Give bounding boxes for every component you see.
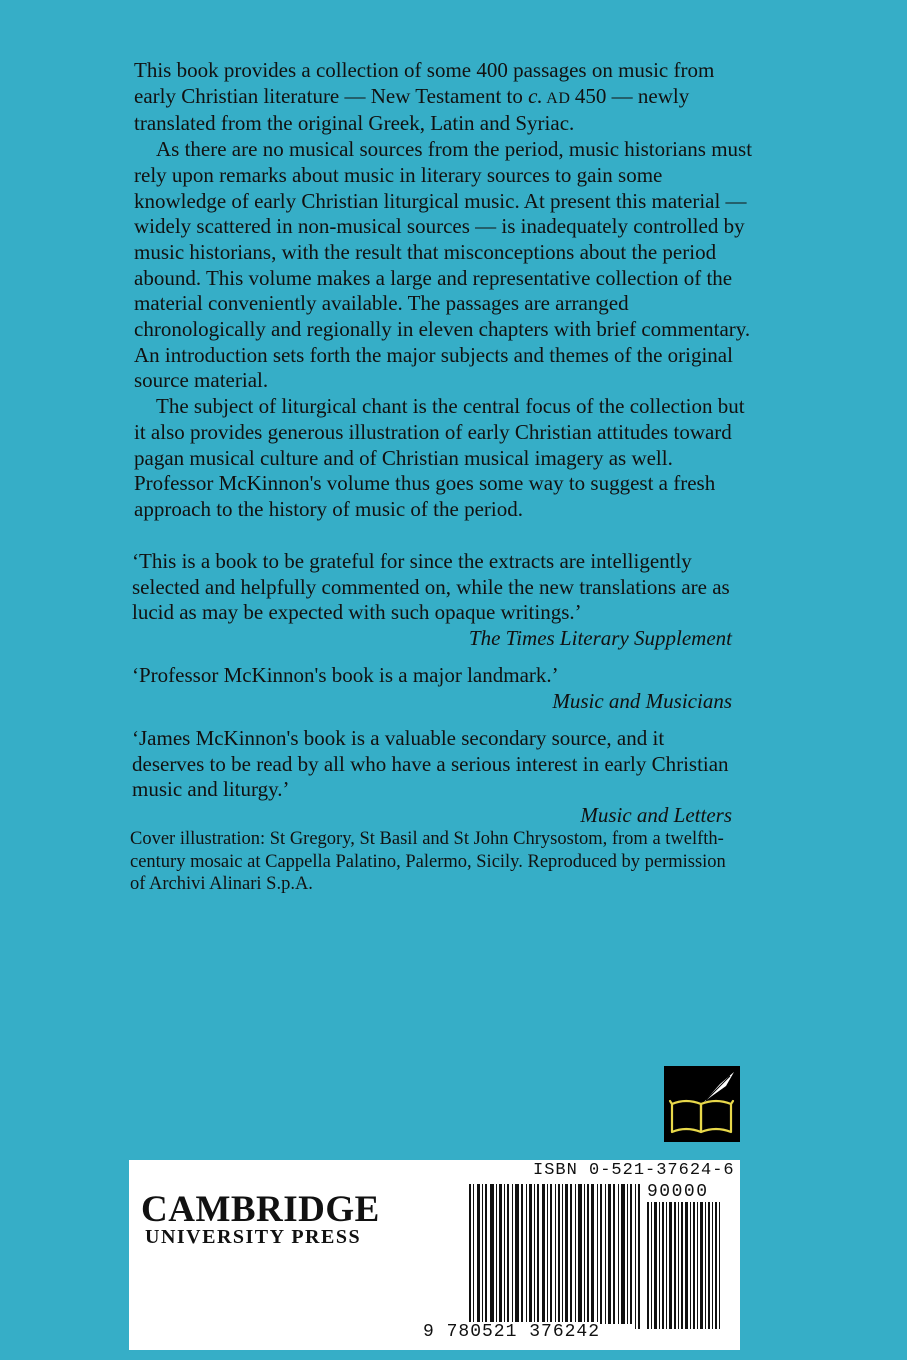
barcode-panel: [129, 1160, 740, 1350]
quote-text: ‘Professor McKinnon's book is a major landmark.’: [132, 663, 559, 687]
blurb-p1-circa: c.: [528, 83, 543, 108]
blurb-paragraph-2: As there are no musical sources from the period, music historians must rely upon remarks about music in literary sources to gain some knowledge of early Christian liturgical music. At present this material — widely scattered in non-musical sources — is inadequately controlled by music historians, with the result that misconceptions about the period abound. This volume makes a large and representative collection of the material conveniently available. The passages are arranged chronologically and regionally in eleven chapters with brief commentary. An introduction sets forth the major subjects and themes of the original source material.: [134, 137, 753, 393]
blurb-p1-part-b: 450 — newly translated from the original Greek, Latin and Syriac.: [134, 83, 690, 136]
quote-text: ‘This is a book to be grateful for since the extracts are intelligently selected and helpfully commented on, while the new translations are as lucid as may be expected with such opaque writings.’: [132, 549, 730, 624]
book-quill-icon: [664, 1066, 740, 1142]
quote-source: The Times Literary Supplement: [468, 625, 732, 650]
publisher-subname: UNIVERSITY PRESS: [145, 1226, 362, 1248]
review-quote-3: [132, 726, 732, 828]
blurb-p1-part-a: This book provides a collection of some 400 passages on music from early Christian literature — New Testament to: [134, 58, 715, 108]
publisher-name: CAMBRIDGE: [141, 1189, 380, 1230]
review-quotes: [132, 549, 732, 840]
blurb-text: [134, 58, 754, 523]
quote-source: Music and Musicians: [552, 688, 732, 713]
ean-number: 9 780521 376242: [423, 1322, 601, 1342]
cover-credit: Cover illustration: St Gregory, St Basil and St John Chrysostom, from a twelfth-century mosaic at Cappella Palatino, Palermo, Sicily. Reproduced by permission of Archivi Alinari S.p.A.: [130, 829, 726, 894]
blurb-paragraph-1: [134, 58, 754, 137]
blurb-paragraph-3: The subject of liturgical chant is the central focus of the collection but it also provides generous illustration of early Christian attitudes toward pagan musical culture and of Christian musical imagery as well. Professor McKinnon's volume thus goes some way to suggest a fresh approach to the history of music of the period.: [134, 394, 745, 521]
isbn-label: ISBN 0-521-37624-6: [533, 1161, 735, 1180]
price-code: 90000: [647, 1182, 709, 1202]
quote-source: Music and Letters: [580, 802, 732, 827]
review-quote-2: [132, 663, 732, 714]
barcode-graphic: [469, 1184, 739, 1336]
review-quote-1: [132, 549, 732, 651]
quote-text: ‘James McKinnon's book is a valuable secondary source, and it deserves to be read by all who have a serious interest in early Christian music and liturgy.’: [132, 726, 729, 801]
blurb-p1-ad: AD: [542, 89, 575, 107]
